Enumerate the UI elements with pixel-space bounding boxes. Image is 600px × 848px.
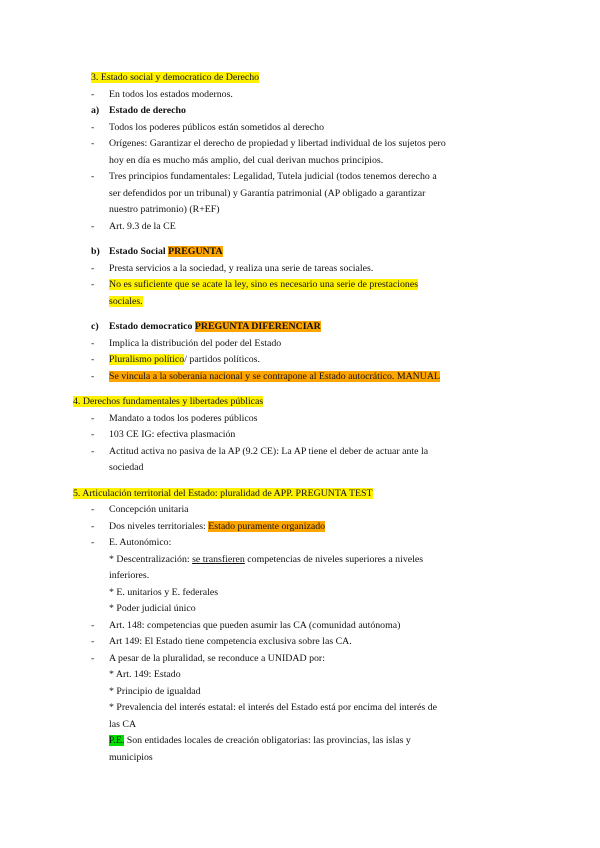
- list-item: - Dos niveles territoriales: Estado puramente organizado: [91, 520, 326, 532]
- section-4-heading: [0, 394, 600, 411]
- section-3-heading: [0, 70, 600, 87]
- sub-item-cont: las CA: [109, 718, 137, 730]
- sub-item: * Descentralización: se transfieren competencias de niveles superiores a niveles: [109, 553, 424, 565]
- subsection-a-title: Estado de derecho: [109, 105, 186, 116]
- section-5-title: 5. Articulación territorial del Estado: pluralidad de APP. PREGUNTA TEST: [73, 487, 373, 499]
- pe-badge: P.E.: [109, 735, 125, 746]
- list-item-cont: ser defendidos por un tribunal) y Garantía patrimonial (AP obligado a garantizar: [109, 187, 426, 199]
- sub-item: * Prevalencia del interés estatal: el interés del Estado está por encima del interés de: [109, 702, 437, 713]
- list-item: - Pluralismo político/ partidos políticos.: [91, 354, 260, 365]
- list-item: - Implica la distribución del poder del Estado: [91, 337, 282, 349]
- question-tag: PREGUNTA: [168, 246, 223, 257]
- list-item: - Todos los poderes públicos están sometidos al derecho: [91, 121, 325, 133]
- section-5-heading: [0, 486, 600, 503]
- list-item: - Art 149: El Estado tiene competencia exclusiva sobre las CA.: [91, 636, 352, 647]
- list-item-cont: hoy en día es mucho más amplio, del cual derivan muchos principios.: [109, 154, 384, 166]
- document-body: [0, 70, 600, 766]
- list-item-cont: nuestro patrimonio) (R+EF): [109, 204, 220, 215]
- list-item: - Presta servicios a la sociedad, y realiza una serie de tareas sociales.: [91, 262, 374, 274]
- list-item: - Tres principios fundamentales: Legalidad, Tutela judicial (todos tenemos derecho a: [91, 171, 437, 182]
- list-item: - No es suficiente que se acate la ley, sino es necesario una serie de prestaciones: [91, 279, 419, 290]
- sub-item: * E. unitarios y E. federales: [109, 586, 219, 598]
- list-item-cont: sociales.: [109, 295, 143, 307]
- subsection-c-heading: c) Estado democratico PREGUNTA DIFERENCIAR: [91, 321, 321, 332]
- sub-item: * Poder judicial único: [109, 603, 196, 614]
- section-4-title: 4. Derechos fundamentales y libertades públicas: [73, 396, 264, 407]
- subsection-a-heading: a) Estado de derecho: [91, 105, 186, 116]
- list-item: - Mandato a todos los poderes públicos: [91, 412, 258, 424]
- sub-item: * Principio de igualdad: [109, 685, 201, 697]
- list-item: - Concepción unitaria: [91, 504, 189, 515]
- list-item: - A pesar de la pluralidad, se reconduce a UNIDAD por:: [91, 652, 325, 664]
- sub-item: P.E. Son entidades locales de creación obligatorias: las provincias, las islas y: [109, 735, 411, 746]
- list-item: - Actitud activa no pasiva de la AP (9.2 CE): La AP tiene el deber de actuar ante la: [91, 445, 429, 457]
- list-item: - Art. 9.3 de la CE: [91, 220, 176, 232]
- section-3-title: 3. Estado social y democratico de Derecho: [91, 72, 260, 83]
- list-item: - Se vincula a la soberanía nacional y se contrapone al Estado autocrático. MANUAL: [91, 370, 441, 382]
- sub-item-cont: municipios: [109, 751, 153, 763]
- subsection-b-title: Estado Social: [109, 246, 166, 257]
- subsection-c-title: Estado democratico: [109, 321, 193, 332]
- list-item: - En todos los estados modernos.: [91, 88, 233, 100]
- list-item: - E. Autonómico:: [91, 537, 172, 548]
- sub-item-cont: inferiores.: [109, 570, 150, 581]
- list-item-cont: sociedad: [109, 462, 144, 473]
- subsection-b-heading: b) Estado Social PREGUNTA: [91, 246, 223, 257]
- list-item: - Art. 148: competencias que pueden asumir las CA (comunidad autónoma): [91, 619, 401, 631]
- list-item: - Orígenes: Garantizar el derecho de propiedad y libertad individual de los sujetos pero: [91, 138, 446, 149]
- question-tag: PREGUNTA DIFERENCIAR: [194, 321, 321, 332]
- list-item: - 103 CE IG: efectiva plasmación: [91, 429, 236, 440]
- sub-item: * Art. 149: Estado: [109, 669, 181, 680]
